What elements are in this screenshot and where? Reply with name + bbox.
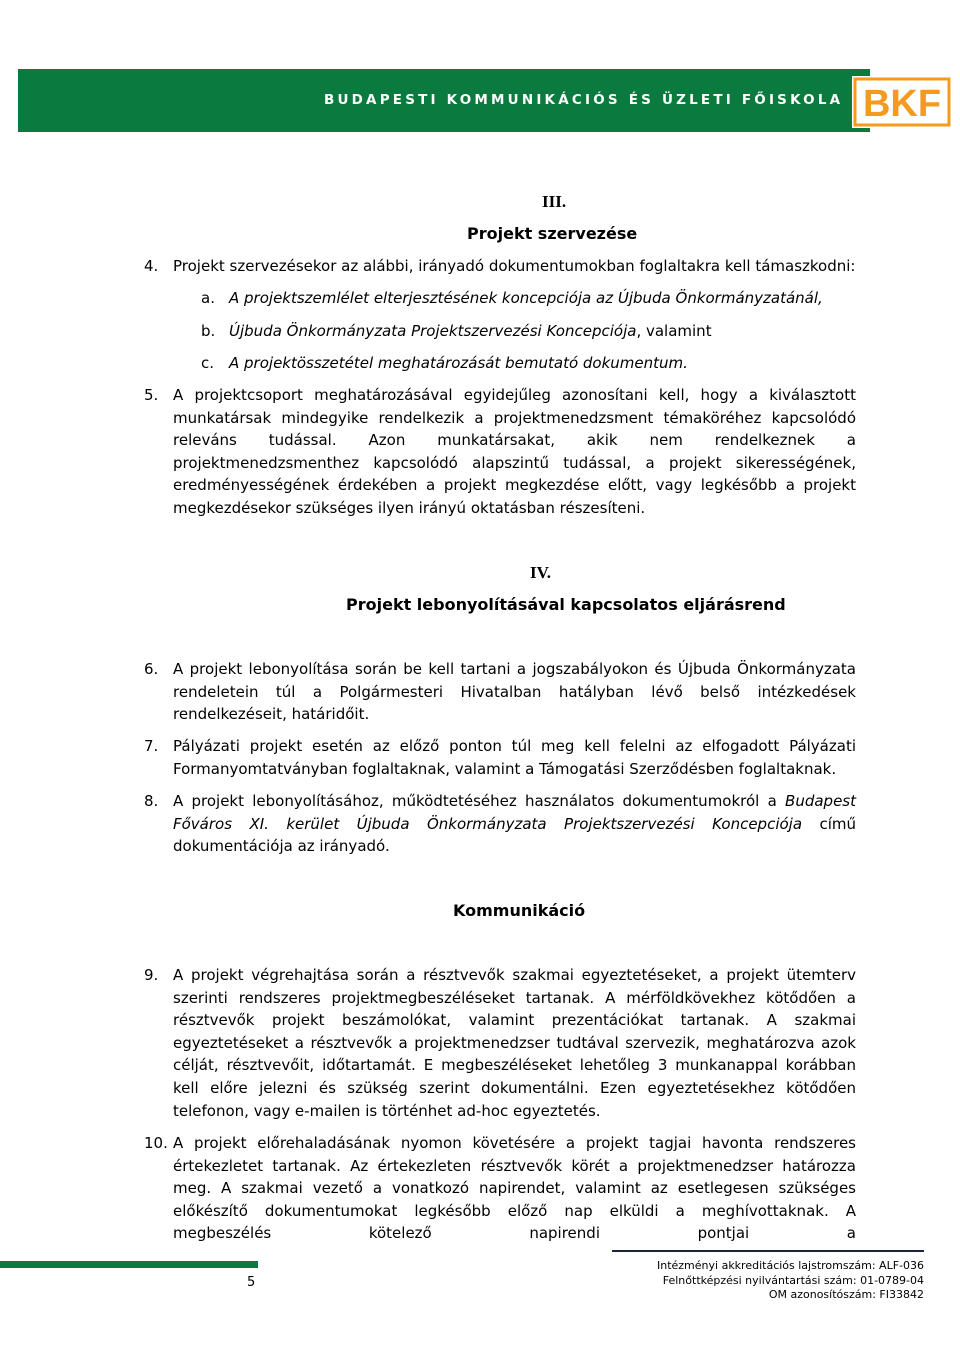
item-number: 9. [144,966,159,984]
document-title: Budapest Főváros XI. kerület Újbuda Önkormányzata Projektszervezési Koncepciója [173,792,856,833]
bkf-logo [852,76,952,128]
accreditation-number: Intézményi akkreditációs lajstromszám: ALF-036 [656,1259,924,1272]
item-text: A projekt előrehaladásának nyomon követésére a projekt tagjai havonta rendszeres értekezletet tartanak. Az értekezleten résztvevők körét a projektmenedzser határozza meg. A szakmai vezető a vonatkozó napirendet, valamint az esetlegesen szükséges előkészítő dokumentumokat legkésőbb előző nap elküldi a meghívottaknak. A megbeszélés kötelező napirendi pontjai a [173,1134,856,1243]
section-4-title: Projekt lebonyolításával kapcsolatos eljárásrend [346,595,786,614]
sub-item-b [201,320,712,342]
sub-text: A projektszemlélet elterjesztésének koncepciója az Újbuda Önkormányzatánál, [229,289,823,307]
list-item-5 [144,384,856,520]
om-id: OM azonosítószám: FI33842 [768,1288,924,1301]
sub-letter: c. [201,354,215,372]
item-text: Pályázati projekt esetén az előző ponton túl meg kell felelni az elfogadott Pályázati Formanyomtatványban foglaltaknak, valamint a Támogatási Szerződésben foglaltaknak. [173,737,856,778]
item-text-after: című dokumentációja az irányadó. [173,814,856,856]
sub-letter: b. [201,322,216,340]
page-number: 5 [247,1275,256,1290]
sub-item-c [201,352,688,374]
registry-number: Felnőttképzési nyilvántartási szám: 01-0789-04 [662,1273,924,1287]
item-text: A projektcsoport meghatározásával egyidejűleg azonosítani kell, hogy a kiválasztott munkatársak mindegyike rendelkezik a projektmenedzsment témaköréhez kapcsolódó releváns tudással. Azon munkatársakat, akik nem rendelkeznek a projektmenedzsmenthez kapcsolódó alapszintű tudással, a projekt sikerességének, eredményességének érdekében a projekt megkezdése előtt, vagy legkésőbb a projekt megkezdésekor szükséges ilyen irányú oktatásban részesíteni. [173,386,856,517]
list-item-8 [144,790,856,858]
footer-green-bar [0,1261,258,1268]
institution-name: BUDAPESTI KOMMUNIKÁCIÓS ÉS ÜZLETI FŐISKOLA [324,92,844,108]
list-item-4 [144,255,856,278]
item-text-before: A projekt lebonyolításához, működtetéséhez használatos dokumentumokról a [173,792,786,810]
section-communication-title: Kommunikáció [453,901,586,920]
logo-text: BKF [862,83,942,125]
item-number: 10. [144,1134,168,1152]
list-item-9 [144,964,856,1122]
list-item-7 [144,735,856,780]
item-number: 7. [144,737,159,755]
section-3-numeral: III. [542,192,567,211]
footer-divider [612,1250,924,1252]
sub-item-a [201,287,823,309]
item-text: Projekt szervezésekor az alábbi, irányadó dokumentumokban foglaltakra kell támaszkodni: [173,257,856,275]
sub-text: Újbuda Önkormányzata Projektszervezési Koncepciója [229,322,637,340]
item-text [173,790,856,858]
item-text: A projekt lebonyolítása során be kell tartani a jogszabályokon és Újbuda Önkormányzata rendeletein túl a Polgármesteri Hivatalban hatályban lévő belső intézkedések rendelkezéseit, határidőit. [173,660,856,724]
list-item-10 [144,1132,856,1245]
item-number: 5. [144,386,159,404]
item-number: 6. [144,660,159,678]
item-number: 8. [144,792,159,810]
footer-info [657,1259,924,1303]
sub-suffix: , valamint [636,322,712,340]
section-3-title: Projekt szervezése [467,224,638,243]
sub-letter: a. [201,289,215,307]
sub-text: A projektösszetétel meghatározását bemutató dokumentum. [229,354,688,372]
item-text: A projekt végrehajtása során a résztvevők szakmai egyeztetéseket, a projekt ütemterv szerinti rendszeres projektmegbeszéléseket tartanak. A mérföldkövekhez kötődően a résztvevők projekt beszámolókat, valamint prezentációkat tartanak. A szakmai egyeztetéseket a résztvevők a projektmenedzser tudtával szervezik, meghatározva azok célját, résztvevőit, időtartamát. E megbeszéléseket lehetőleg 3 munkanappal korábban kell előre jelezni és szükség szerint dokumentálni. Ezen egyeztetésekhez kötődően telefonon, vagy e-mailen is történhet ad-hoc egyeztetés. [173,966,856,1120]
list-item-6 [144,658,856,726]
item-number: 4. [144,257,159,275]
section-4-numeral: IV. [530,563,551,582]
